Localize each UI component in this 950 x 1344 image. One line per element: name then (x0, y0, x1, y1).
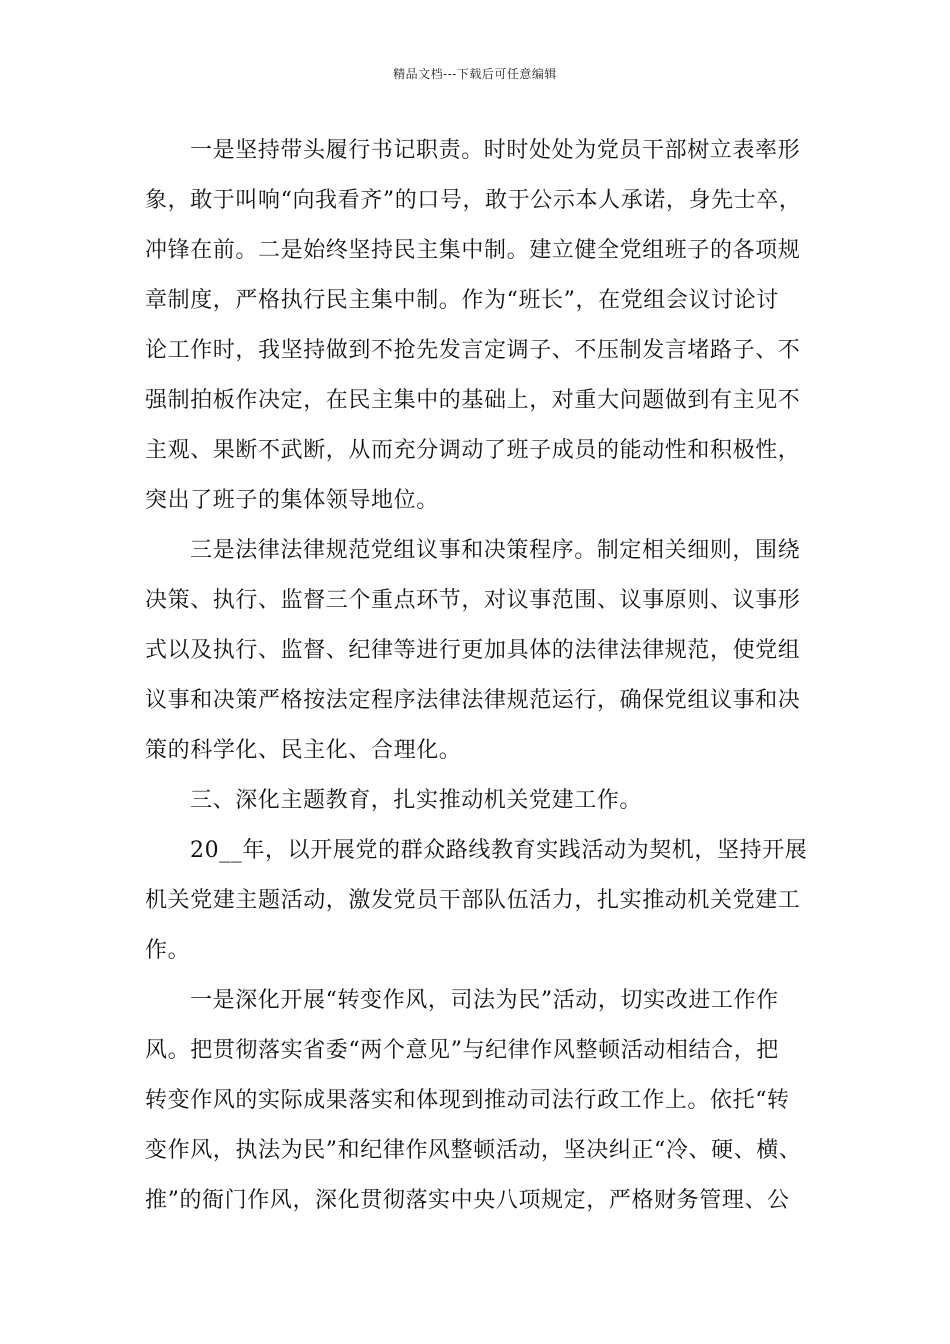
paragraph-line: 主观、果断不武断，从而充分调动了班子成员的能动性和积极性， (145, 438, 801, 463)
paragraph-line: 议事和决策严格按法定程序法律法律规范运行，确保党组议事和决 (145, 688, 801, 713)
paragraph-line: 20__年，以开展党的群众路线教育实践活动为契机，坚持开展 (190, 838, 808, 863)
page-header: 精品文档---下载后可任意编辑 (393, 67, 557, 81)
paragraph-line: 三是法律法律规范党组议事和决策程序。制定相关细则，围绕 (190, 538, 801, 563)
section-heading: 三、深化主题教育，扎实推动机关党建工作。 (190, 788, 643, 813)
paragraph-line: 强制拍板作决定，在民主集中的基础上，对重大问题做到有主见不 (145, 388, 801, 413)
paragraph-line: 章制度，严格执行民主集中制。作为“班长”，在党组会议讨论讨 (145, 288, 779, 313)
paragraph-line: 一是坚持带头履行书记职责。时时处处为党员干部树立表率形 (190, 138, 801, 163)
paragraph-line: 式以及执行、监督、纪律等进行更加具体的法律法律规范，使党组 (145, 638, 801, 663)
paragraph-line: 机关党建主题活动，激发党员干部队伍活力，扎实推动机关党建工 (145, 888, 801, 913)
paragraph-line: 推”的衙门作风，深化贯彻落实中央八项规定，严格财务管理、公 (145, 1188, 790, 1213)
paragraph-line: 变作风，执法为民”和纪律作风整顿活动，坚决纠正“冷、硬、横、 (145, 1138, 802, 1163)
paragraph-line: 一是深化开展“转变作风，司法为民”活动，切实改进工作作 (190, 988, 779, 1013)
paragraph-line: 作。 (145, 938, 191, 963)
paragraph-line: 象，敢于叫响“向我看齐”的口号，敢于公示本人承诺，身先士卒， (145, 188, 802, 213)
paragraph-line: 转变作风的实际成果落实和体现到推动司法行政工作上。依托“转 (145, 1088, 790, 1113)
paragraph-line: 突出了班子的集体领导地位。 (145, 488, 439, 513)
paragraph-line: 冲锋在前。二是始终坚持民主集中制。建立健全党组班子的各项规 (145, 238, 801, 263)
paragraph-line: 风。把贯彻落实省委“两个意见”与纪律作风整顿活动相结合，把 (145, 1038, 779, 1063)
paragraph-line: 策的科学化、民主化、合理化。 (145, 738, 462, 763)
paragraph-line: 决策、执行、监督三个重点环节，对议事范围、议事原则、议事形 (145, 588, 801, 613)
paragraph-line: 论工作时，我坚持做到不抢先发言定调子、不压制发言堵路子、不 (145, 338, 801, 363)
